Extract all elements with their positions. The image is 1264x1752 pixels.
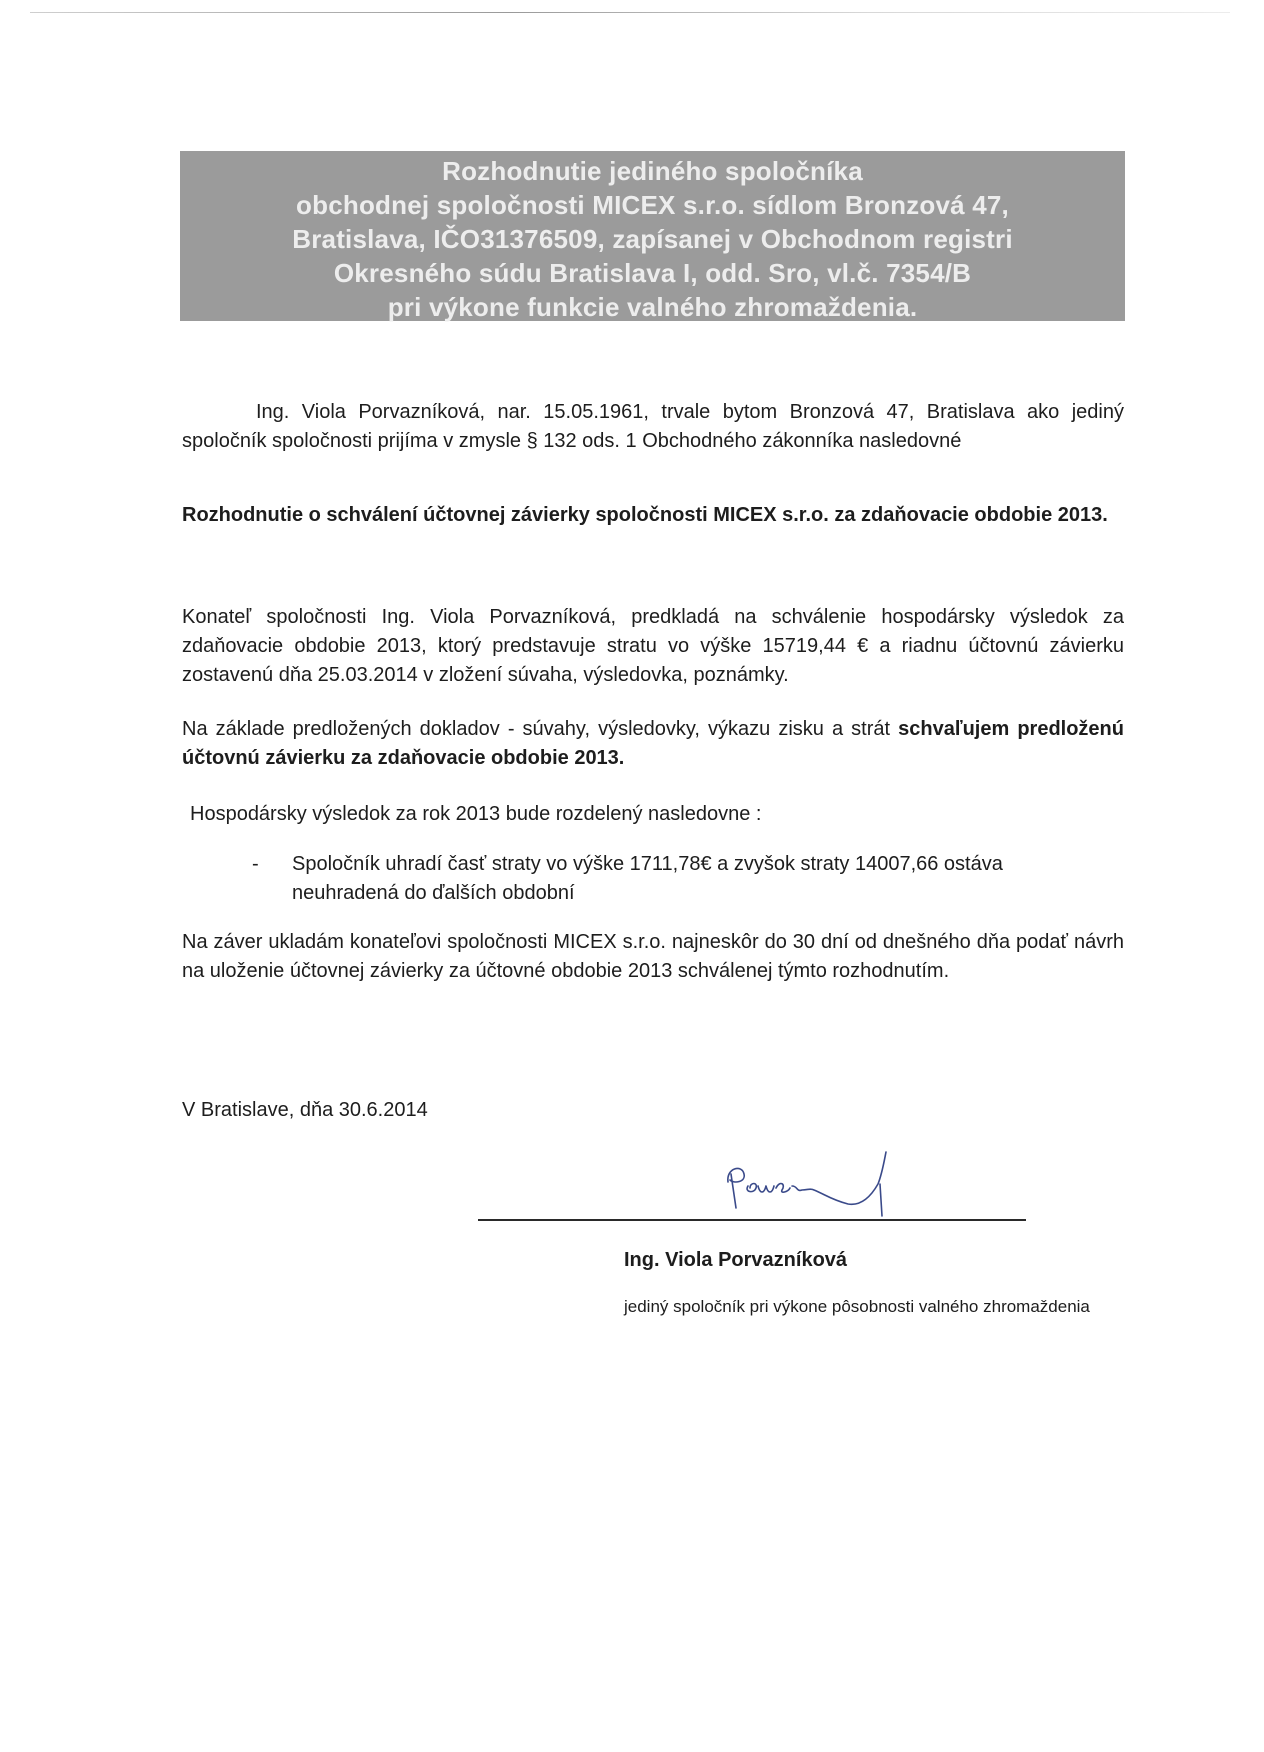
- scan-edge-line: [30, 12, 1230, 13]
- conclusion-paragraph: Na záver ukladám konateľovi spoločnosti MICEX s.r.o. najneskôr do 30 dní od dnešného dňa podať návrh na uloženie účtovnej závierky za účtovné obdobie 2013 schválenej týmto rozhodnutím.: [182, 931, 1124, 982]
- signatory-name: Ing. Viola Porvazníková: [624, 1249, 848, 1271]
- list-item: Spoločník uhradí časť straty vo výške 1711,78€ a zvyšok straty 14007,66 ostáva neuhradená do ďalších obdobní: [292, 853, 1003, 904]
- konatel-paragraph: Konateľ spoločnosti Ing. Viola Porvazníková, predkladá na schválenie hospodársky výsledok za zdaňovacie obdobie 2013, ktorý predstavuje stratu vo výške 15719,44 € a riadnu účtovnú závierku zostavenú dňa 25.03.2014 v zložení súvaha, výsledovka, poznámky.: [182, 606, 1124, 686]
- approval-paragraph: [182, 715, 1124, 773]
- approval-statement: schvaľujem predloženú účtovnú závierku za zdaňovacie obdobie 2013.: [182, 718, 1124, 769]
- signature-line: [478, 1219, 1026, 1221]
- header-line-4: Okresného súdu Bratislava I, odd. Sro, vl.č. 7354/B: [333, 258, 972, 288]
- handwritten-signature: [720, 1150, 960, 1220]
- intro-paragraph: [182, 398, 1124, 456]
- header-line-1: Rozhodnutie jediného spoločníka: [442, 156, 863, 186]
- header-line-3: Bratislava, IČO31376509, zapísanej v Obchodnom registri: [292, 224, 1013, 254]
- header-line-5: pri výkone funkcie valného zhromaždenia.: [387, 292, 918, 322]
- decision-title: Rozhodnutie o schválení účtovnej závierky spoločnosti MICEX s.r.o. za zdaňovacie obdobie 2013.: [182, 504, 1108, 526]
- list-dash: -: [252, 853, 259, 875]
- document-header: [180, 151, 1125, 321]
- result-intro: Hospodársky výsledok za rok 2013 bude rozdelený nasledovne :: [190, 803, 762, 825]
- header-line-2: obchodnej spoločnosti MICEX s.r.o. sídlom Bronzová 47,: [296, 190, 1009, 220]
- intro-text: Ing. Viola Porvazníková, nar. 15.05.1961, trvale bytom Bronzová 47, Bratislava ako jediný spoločník spoločnosti prijíma v zmysle § 132 ods. 1 Obchodného zákonníka nasledovné: [182, 401, 1124, 452]
- place-date: V Bratislave, dňa 30.6.2014: [182, 1099, 428, 1121]
- approval-lead: Na základe predložených dokladov - súvahy, výsledovky, výkazu zisku a strát: [182, 718, 899, 740]
- signatory-role: jediný spoločník pri výkone pôsobnosti valného zhromaždenia: [624, 1297, 1090, 1316]
